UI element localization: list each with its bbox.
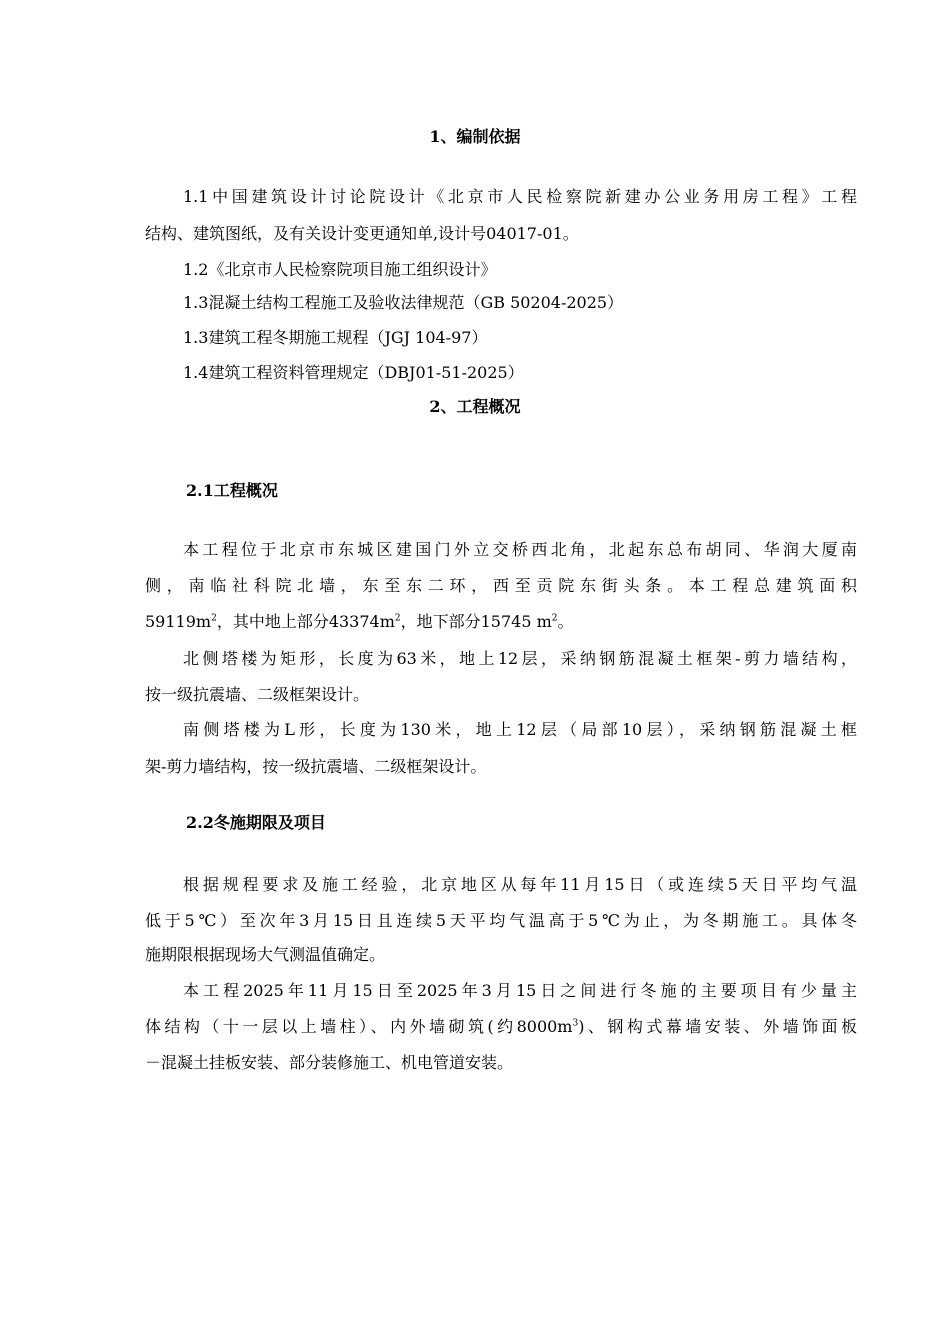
basis-item-1-line-2: 结构、建筑图纸，及有关设计变更通知单,设计号04017-01。: [145, 224, 579, 243]
basis-item-3: 1.3混凝土结构工程施工及验收法律规范（GB 50204-2025）: [183, 293, 624, 312]
winter-p1-line-3: 施期限根据现场大气测温值确定。: [145, 945, 386, 964]
overview-p1-line-2: 侧，南临社科院北墙，东至东二环，西至贡院东街头条。本工程总建筑面积: [145, 576, 857, 595]
subsection-2-1-title: 2.1工程概况: [186, 481, 278, 500]
overview-p2-line-2: 按一级抗震墙、二级框架设计。: [145, 685, 370, 704]
overview-p2-line-1: 北侧塔楼为矩形，长度为63米，地上12层，采纳钢筋混凝土框架-剪力墙结构，: [183, 649, 857, 668]
basis-item-5: 1.4建筑工程资料管理规定（DBJ01-51-2025）: [183, 363, 524, 382]
winter-p1-line-2: 低于5℃）至次年3月15日且连续5天平均气温高于5℃为止，为冬期施工。具体冬: [145, 911, 857, 930]
overview-p3-line-2: 架-剪力墙结构，按一级抗震墙、二级框架设计。: [145, 757, 487, 776]
winter-p2-line-2: 体结构（十一层以上墙柱）、内外墙砌筑(约$8000m^3$)、钢构式幕墙安装、外墙饰面板: [145, 1017, 857, 1036]
winter-p2-line-3: －混凝土挂板安装、部分装修施工、机电管道安装。: [145, 1053, 514, 1072]
basis-item-1-line-1: 1.1中国建筑设计讨论院设计《北京市人民检察院新建办公业务用房工程》工程: [183, 187, 857, 206]
overview-p1-line-3: $59119m^2$，其中地上部分$43374m^2$，地下部分15745 $m^2$。: [145, 612, 574, 631]
basis-item-4: 1.3建筑工程冬期施工规程（JGJ 104-97）: [183, 328, 488, 347]
subsection-2-2-title: 2.2冬施期限及项目: [186, 813, 326, 832]
winter-p2-line-1: 本工程2025年11月15日至2025年3月15日之间进行冬施的主要项目有少量主: [183, 981, 857, 1000]
overview-p1-line-1: 本工程位于北京市东城区建国门外立交桥西北角，北起东总布胡同、华润大厦南: [183, 540, 857, 559]
winter-p1-line-1: 根据规程要求及施工经验，北京地区从每年11月15日（或连续5天日平均气温: [183, 875, 857, 894]
section-2-title: 2、工程概况: [429, 397, 521, 416]
overview-p3-line-1: 南侧塔楼为L形，长度为130米，地上12层（局部10层），采纳钢筋混凝土框: [183, 720, 857, 739]
section-1-title: 1、编制依据: [429, 127, 521, 146]
basis-item-2: 1.2《北京市人民检察院项目施工组织设计》: [183, 260, 497, 279]
